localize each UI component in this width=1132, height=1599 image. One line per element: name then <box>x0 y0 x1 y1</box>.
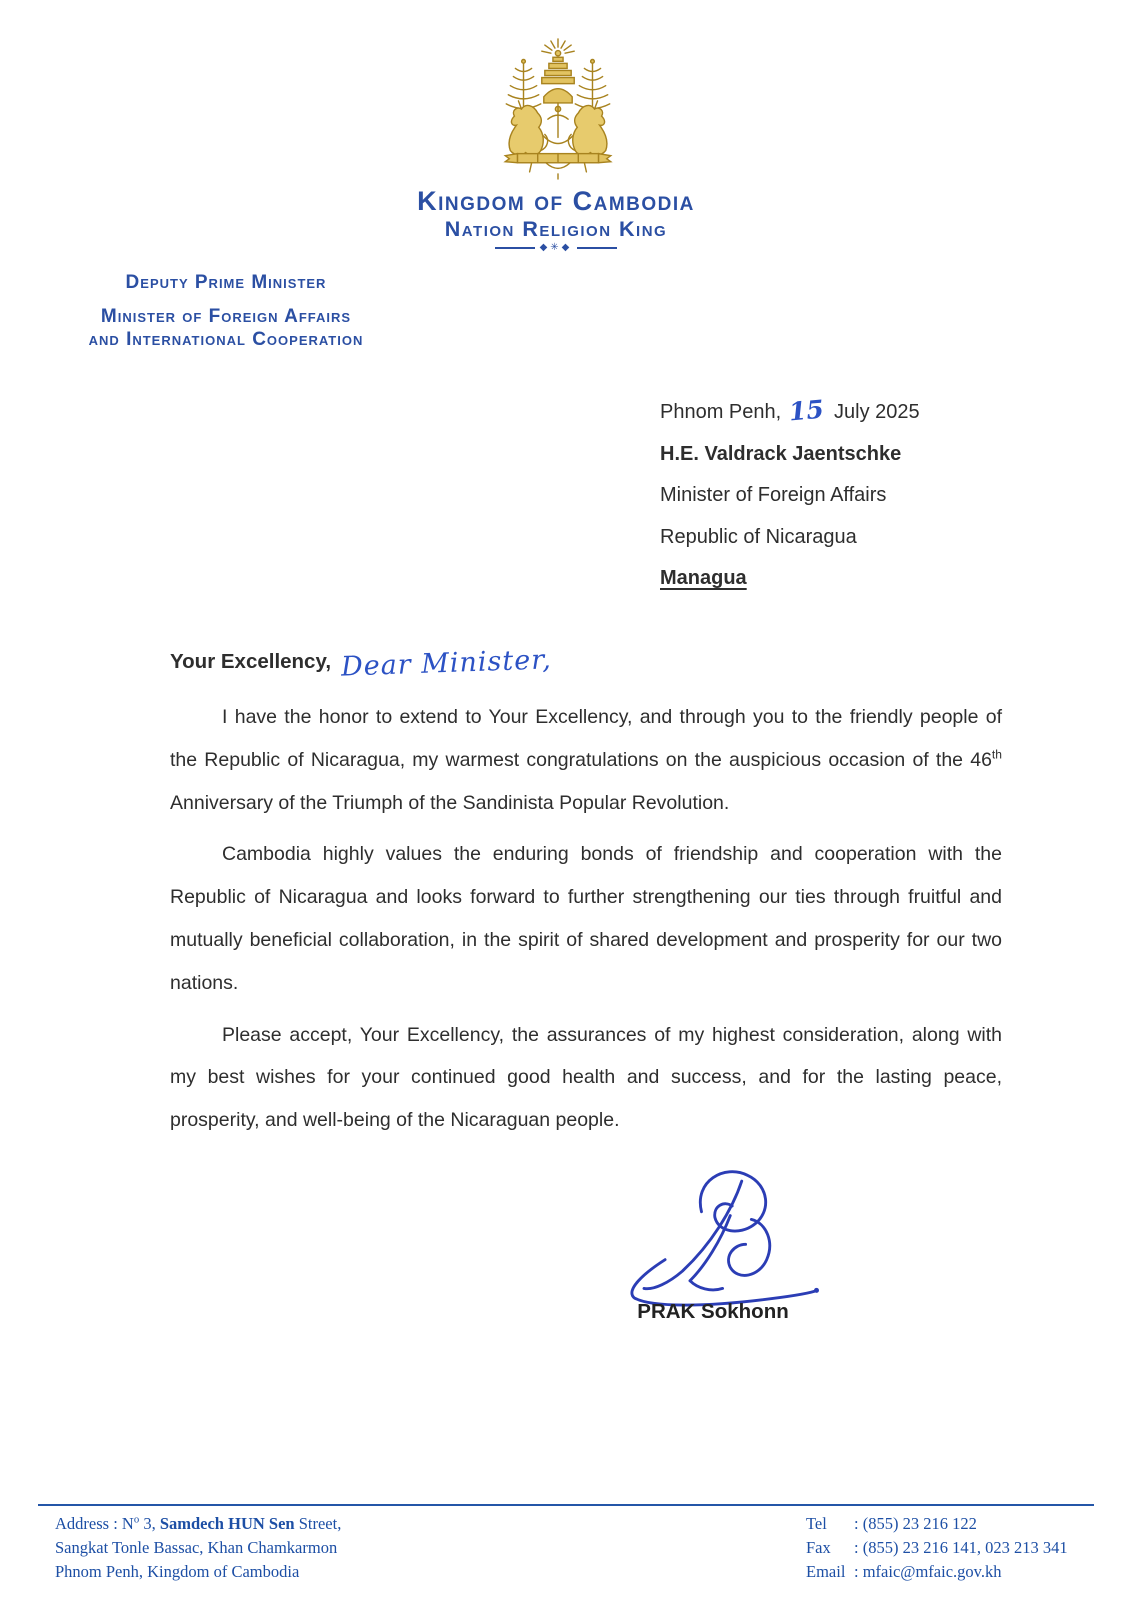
recipient-city-text: Managua <box>660 567 747 590</box>
footer-address-line1 <box>55 1512 341 1536</box>
address-label: Address : N <box>55 1514 134 1533</box>
ornament-glyphs: ◆✳◆ <box>539 242 573 253</box>
signature-scribble-icon <box>598 1150 828 1308</box>
paragraph-1-superscript: th <box>991 747 1002 762</box>
tel-label: Tel <box>806 1514 827 1533</box>
paragraph-1 <box>170 696 1002 824</box>
signer-name: PRAK Sokhonn <box>637 1300 789 1323</box>
footer-address-line2: Sangkat Tonle Bassac, Khan Chamkarmon <box>55 1538 338 1557</box>
paragraph-1-tail: Anniversary of the Triumph of the Sandinista Popular Revolution. <box>170 791 730 814</box>
paragraph-1-text: I have the honor to extend to Your Excellency, and through you to the friendly people of the Republic of Nicaragua, my warmest congratulations on the auspicious occasion of the 46 <box>170 706 1002 771</box>
recipient-name: H.E. Valdrack Jaentschke <box>660 442 902 465</box>
address-street-name: Samdech HUN Sen <box>159 1514 295 1533</box>
national-motto: Nation Religion King <box>444 217 668 241</box>
ornament-line-left <box>495 247 535 249</box>
royal-arms-of-cambodia-icon <box>496 38 620 180</box>
footer-address <box>55 1512 341 1584</box>
recipient-city <box>660 558 920 600</box>
address-number: 3, <box>139 1514 160 1533</box>
dateline <box>660 392 920 434</box>
ornament-divider <box>0 243 1122 253</box>
sender-title-line2: Minister of Foreign Affairs <box>100 306 352 327</box>
ornament-line-right <box>577 247 617 249</box>
email-label: Email <box>806 1562 846 1581</box>
tel-value: : (855) 23 216 122 <box>854 1514 977 1533</box>
dateline-month-year: July 2025 <box>834 401 920 424</box>
fax-value: : (855) 23 216 141, 023 213 341 <box>854 1538 1068 1557</box>
letter-body <box>170 696 1002 1151</box>
sender-title-block <box>0 272 452 351</box>
date-recipient-block <box>660 392 920 600</box>
footer-divider-line <box>38 1504 1094 1506</box>
email-value: : mfaic@mfaic.gov.kh <box>854 1562 1002 1581</box>
footer-contact <box>806 1512 1068 1584</box>
address-street-suffix: Street, <box>294 1514 342 1533</box>
salutation <box>170 644 553 683</box>
dateline-place: Phnom Penh, <box>660 401 782 424</box>
handwritten-day: 15 <box>788 394 826 427</box>
kingdom-title: Kingdom of Cambodia <box>417 186 695 216</box>
sender-title-line3: and International Cooperation <box>88 329 364 350</box>
salutation-printed: Your Excellency, <box>170 650 332 673</box>
recipient-title: Minister of Foreign Affairs <box>660 484 887 507</box>
recipient-country: Republic of Nicaragua <box>660 525 857 548</box>
salutation-handwritten: Dear Minister, <box>340 644 553 683</box>
sender-title-line1: Deputy Prime Minister <box>125 272 327 293</box>
paragraph-3: Please accept, Your Excellency, the assurances of my highest consideration, along with my best wishes for your continued good health and success, and for the lasting peace, prosperity, and well-being of the Nicaraguan people. <box>170 1023 1002 1132</box>
paragraph-2: Cambodia highly values the enduring bonds of friendship and cooperation with the Republic of Nicaragua and looks forward to further strengthening our ties through fruitful and mutually beneficial collaboration, in the spirit of shared development and prosperity for our two nations. <box>170 843 1002 994</box>
address-superscript: o <box>133 1513 140 1526</box>
fax-label: Fax <box>806 1538 831 1557</box>
footer-address-line3: Phnom Penh, Kingdom of Cambodia <box>55 1562 300 1581</box>
